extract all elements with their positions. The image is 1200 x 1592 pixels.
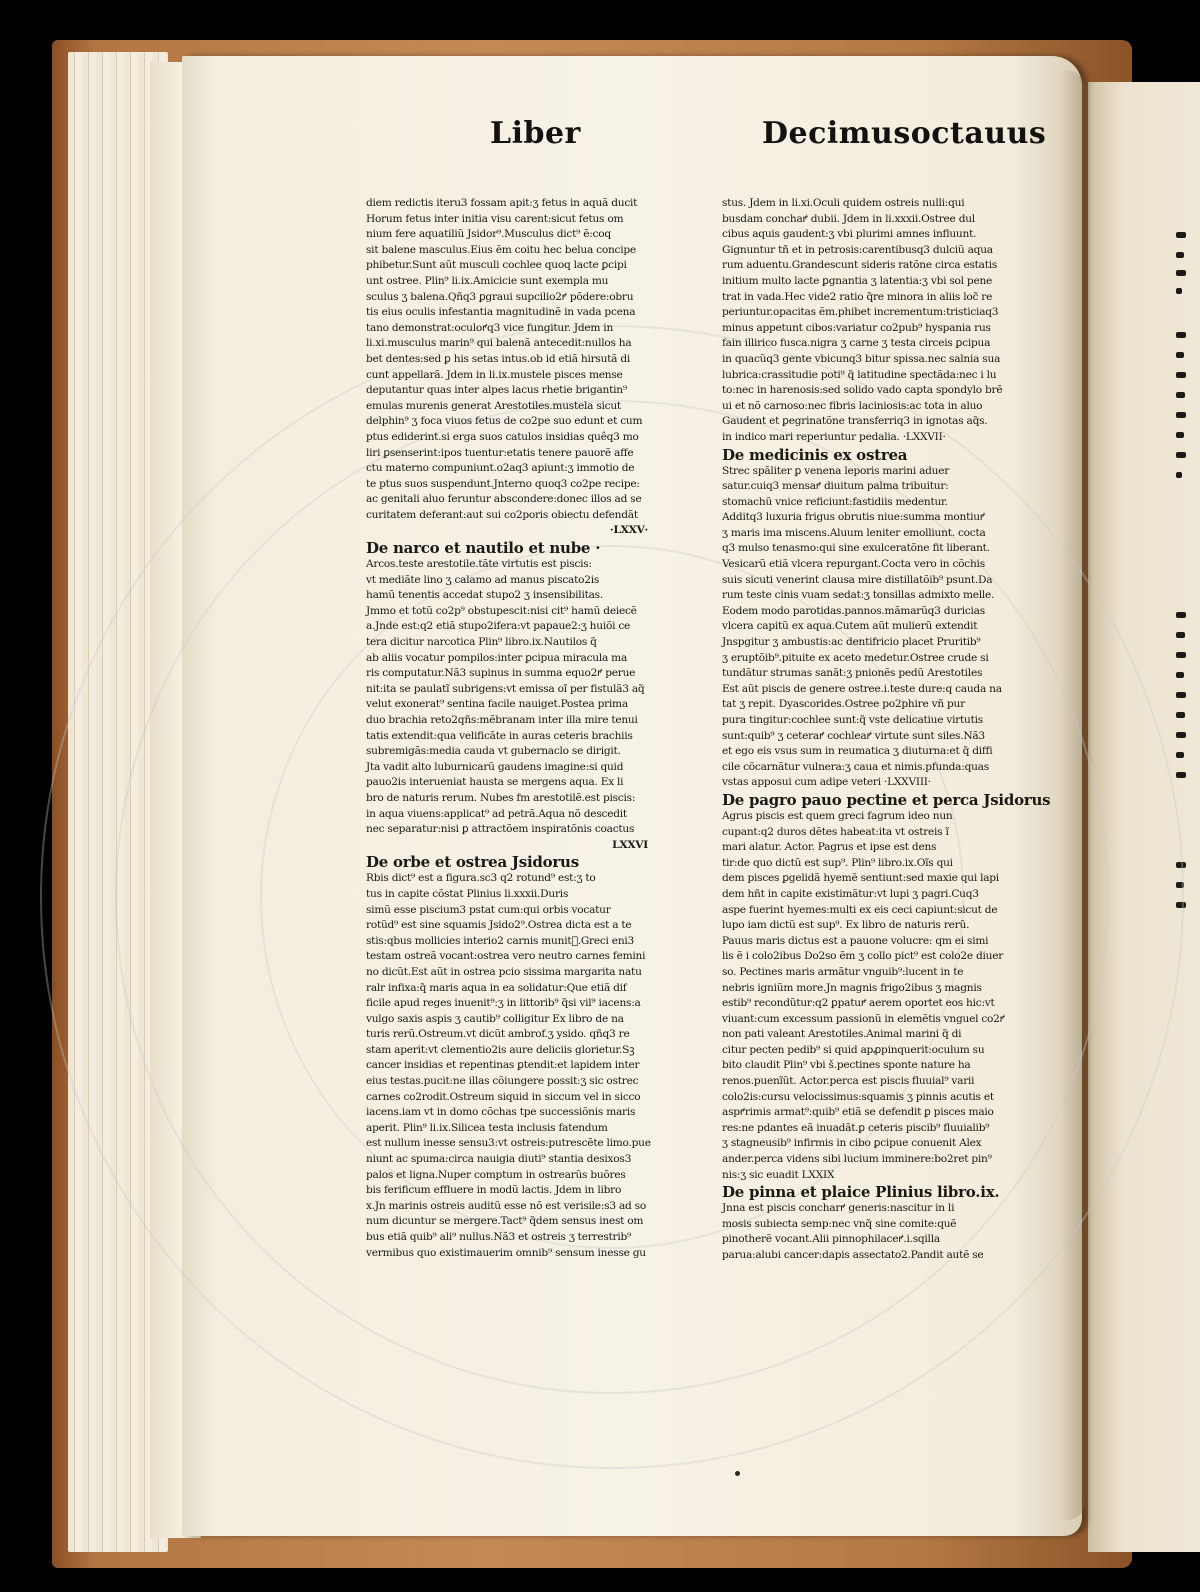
chapter-heading: De orbe et ostrea Jsidorus bbox=[366, 853, 579, 872]
text-line: cibus aquis gaudent:ʒ vbi plurimi amnes influunt. bbox=[722, 228, 977, 241]
text-line: tis eius oculis infestantia magnitudinẽ in vada pcena bbox=[366, 306, 636, 319]
text-line: deputantur quas inter alpes lacus rhetie brigantin⁹ bbox=[366, 384, 627, 397]
chapter-heading: De medicinis ex ostrea bbox=[722, 445, 908, 464]
text-line: Jnna est piscis concharꝵ generis:nascitur in li bbox=[722, 1202, 955, 1215]
text-line: satur.cuiq3 mensaꝵ diuitum palma tribuitur: bbox=[722, 480, 949, 493]
text-line: delphin⁹ ʒ foca viuos fetus de co2pe suo edunt et cum bbox=[366, 415, 643, 428]
text-line: dem pisces ꝑgelidã hyemẽ sentiunt:sed maxie qui lapi bbox=[722, 872, 999, 885]
text-line: renos.puenĩũt. Actor.perca est piscis fluuial⁹ varii bbox=[722, 1075, 975, 1088]
text-line: ander.perca videns sibi lucium imminere:bo2ret pin⁹ bbox=[722, 1153, 992, 1166]
text-line: ralr infixa:q̃ maris aqua in ea solidatur:Que etiã dif bbox=[366, 981, 627, 994]
text-line: testam ostreã vocant:ostrea vero neutro carnes femini bbox=[366, 950, 646, 963]
text-line: emulas murenis generat Arestotiles.mustela sicut bbox=[366, 399, 621, 412]
text-line: ʒ maris ima miscens.Aluum leniter emolliunt. cocta bbox=[722, 526, 986, 539]
text-line: pinotherẽ vocant.Alii pinnophilaceꝵ.i.sqilla bbox=[722, 1233, 940, 1246]
text-line: bito claudit Plin⁹ vbi š.pectines sponte nature ha bbox=[722, 1059, 971, 1072]
text-line: rotũd⁹ est sine squamis Jsido2⁹.Ostrea dicta est a te bbox=[366, 919, 632, 932]
text-line: stomachũ vnice reficiunt:fastidiis medentur. bbox=[722, 495, 948, 508]
text-line: Agrus piscis est quem greci fagrum ideo nun bbox=[722, 809, 953, 822]
text-line: bet dentes:sed ꝑ his setas intus.ob id etiã hirsutã di bbox=[366, 352, 631, 365]
text-line: nium fere aquatiliũ Jsidor⁹.Musculus dict⁹ ẽ:coq bbox=[366, 228, 611, 241]
chapter-number: ·LXXV· bbox=[610, 524, 648, 537]
text-line: Jta vadit alto luburnicarũ gaudens imagine:si quid bbox=[366, 760, 624, 773]
text-line: Strec spãliter ꝑ venena leporis marini aduer bbox=[722, 464, 950, 477]
text-line: pura tingitur:cochlee sunt:q̃ vste delicatiue virtutis bbox=[722, 714, 983, 726]
text-line: Jnspgitur ʒ ambustis:ac dentifricio placet Pruritib⁹ bbox=[722, 636, 981, 649]
text-line: te ptus suos suspendunt.Jnterno quoq3 co2pe recipe: bbox=[366, 477, 640, 490]
text-line: mosis subiecta semp:nec vnq̃ sine comite:quẽ bbox=[722, 1217, 957, 1230]
text-line: curitatem deferant:aut sui co2poris obiectu defendãt bbox=[366, 508, 638, 521]
text-line: ʒ eruptõib⁹.pituite ex aceto medetur.Ostree crude si bbox=[722, 651, 989, 664]
text-line: vlcera capitũ ex aqua.Cutem aũt mulierũ extendit bbox=[722, 620, 978, 633]
text-line: bis ferificum effluere in modũ lactis. Jdem in libro bbox=[366, 1184, 622, 1197]
text-line: bus etiã quib⁹ ali⁹ nullus.Nã3 et ostreis ʒ terrestrib⁹ bbox=[366, 1231, 632, 1243]
text-line: res:ne pdantes eã inuadãt.ꝑ ceteris piscib⁹ fluuialib⁹ bbox=[722, 1121, 990, 1134]
text-line: tat ʒ repit. Dyascorides.Ostree po2phire vñ pur bbox=[722, 698, 965, 711]
text-line: fain illirico fusca.nigra ʒ carne ʒ testa circeis ꝑcipua bbox=[722, 337, 991, 350]
text-line: a.Jnde est:q2 etiã stupo2ifera:vt papaue2:ʒ huiõi ce bbox=[366, 620, 631, 633]
text-line: viuant:cum excessum passionũ in elemẽtis vnguel co2ꝵ bbox=[722, 1012, 1005, 1025]
text-line: ptus ediderint.si erga suos catulos insidias quêq3 mo bbox=[366, 430, 639, 443]
ink-spot bbox=[735, 1471, 740, 1476]
text-line: lis ẽ i colo2ibus Do2so ẽm ʒ collo pict⁹ est colo2e diuer bbox=[722, 950, 1004, 963]
text-line: ab aliis vocatur pompilos:inter ꝑcipua miracula ma bbox=[366, 651, 628, 664]
text-line: in quacũq3 gente vbicunq3 bitur spissa.nec salnia sua bbox=[722, 352, 1001, 365]
text-line: aspꝵrimis armat⁹:quib⁹ etiã se defendit ꝑ pisces maio bbox=[722, 1106, 994, 1119]
text-line: li.xi.musculus marin⁹ qui balenã antecedit:nullos ha bbox=[366, 337, 632, 350]
text-line: colo2is:cursu velocissimus:squamis ʒ pinnis acutis et bbox=[722, 1090, 994, 1103]
text-line: Eodem modo parotidas.pannos.mãmarũq3 duricias bbox=[722, 604, 985, 617]
text-line: ui et nõ carnoso:nec fibris laciniosis:ac tota in aluo bbox=[722, 399, 983, 412]
text-line: minus appetunt cibos:variatur co2pub⁹ hyspania rus bbox=[722, 321, 991, 334]
text-line: Jmmo et totũ co2p⁹ obstupescit:nisi cit⁹ hamũ deiecẽ bbox=[366, 604, 637, 617]
text-line: stis:qbus mollicies interio2 carnis munitᷣ.Greci eni3 bbox=[366, 934, 635, 947]
text-line: tera dicitur narcotica Plin⁹ libro.ix.Nautilos q̃ bbox=[366, 636, 597, 649]
text-line: estib⁹ recondũtur:q2 ꝑpatuꝵ aerem oportet eos hic:vt bbox=[722, 997, 995, 1010]
text-line: Horum fetus inter initia visu carent:sicut fetus om bbox=[366, 212, 624, 225]
text-line: x.Jn marinis ostreis auditũ esse nõ est verisile:s3 ad so bbox=[366, 1199, 646, 1212]
text-line: Pauus maris dictus est a pauone volucre: qm ei simi bbox=[722, 934, 989, 947]
chapter-heading: De narco et nautilo et nube · bbox=[366, 539, 601, 558]
text-line: tano demonstrat:oculoꝵq3 vice fungitur. Jdem in bbox=[366, 321, 614, 334]
text-line: Gignuntur tñ et in petrosis:carentibusq3 dulciũ aqua bbox=[722, 243, 993, 256]
text-line: suis sicuti venerint clausa mire distillatõib⁹ psunt.Da bbox=[722, 573, 993, 586]
text-line: to:nec in harenosis:sed solido vado capta spondylo brẽ bbox=[722, 384, 1003, 397]
page-curl-shadow bbox=[1060, 70, 1086, 1520]
text-line: tir:de quo dictũ est sup⁹. Plin⁹ libro.ix.Oĩs qui bbox=[722, 856, 953, 869]
text-line: cancer insidias et repentinas ꝑtendit:et lapidem inter bbox=[366, 1059, 640, 1072]
text-line: aspe fuerint hyemes:multi ex eis ceci capiunt:sicut de bbox=[722, 903, 998, 916]
text-line: nit:ita se paulatĩ subrigens:vt emissa oĩ per fistulã3 aq̃ bbox=[366, 682, 645, 695]
text-line: rum teste cinis vuam sedat:ʒ tonsillas admixto melle. bbox=[722, 589, 995, 602]
text-line: nis:ʒ sic euadit LXXIX bbox=[722, 1168, 835, 1181]
text-line: nebris igniũm more.Jn magnis frigo2ibus ʒ magnis bbox=[722, 981, 982, 994]
text-line: initium multo lacte ꝑgnantia ʒ latentia:ʒ vbi sol pene bbox=[722, 274, 993, 287]
text-line: unt ostree. Plin⁹ li.ix.Amicicie sunt exempla mu bbox=[366, 274, 609, 287]
text-line: bro de naturis rerum. Nubes fm arestotilẽ.est piscis: bbox=[366, 791, 636, 804]
text-line: sculus ʒ balena.Qñq3 ꝑgraui supcilio2ꝵ põdere:obru bbox=[366, 290, 634, 303]
text-line: cile cõcarnãtur vulnera:ʒ caua et nimis.pfunda:quas bbox=[722, 760, 989, 773]
text-line: tus in capite cõstat Plinius li.xxxii.Duris bbox=[366, 887, 569, 900]
text-line: niunt ac spuma:circa nauigia diuti⁹ stantia desixos3 bbox=[366, 1153, 632, 1166]
text-line: parua:alubi cancer:dapis assectato2.Pandit autẽ se bbox=[722, 1249, 984, 1261]
text-line: no dicũt.Est aũt in ostrea pcio sissima margarita natu bbox=[366, 965, 642, 978]
text-line: Additq3 luxuria frigus obrutis niue:summa montiuꝵ bbox=[722, 511, 985, 524]
text-line: palos et ligna.Nuper comptum in ostrearũs buõres bbox=[366, 1168, 626, 1181]
opposite-page bbox=[1088, 82, 1200, 1552]
text-line: ctu materno compuniunt.o2aq3 apiunt:ʒ immotio de bbox=[366, 462, 635, 475]
text-line: stus. Jdem in li.xi.Oculi quidem ostreis nulli:qui bbox=[722, 197, 965, 209]
chapter-heading: De pinna et plaice Plinius libro.ix. bbox=[722, 1183, 1000, 1202]
text-line: vstas apposui cum adipe veteri ·LXXVIII· bbox=[722, 776, 931, 789]
text-line: sit balene masculus.Eius ẽm coitu hec belua concipe bbox=[366, 243, 636, 256]
text-line: num dicuntur se mergere.Tact⁹ q̃dem sensus inest om bbox=[366, 1215, 644, 1228]
text-line: est nullum inesse sensu3:vt ostreis:putrescẽte limo.pue bbox=[366, 1137, 651, 1150]
text-line: Arcos.teste arestotile.tãte virtutis est piscis: bbox=[366, 558, 592, 571]
text-line: et ego eis vsus sum in reumatica ʒ diuturna:et q̃ diffi bbox=[722, 745, 993, 758]
chapter-heading: De pagro pauo pectine et perca Jsidorus bbox=[722, 790, 1051, 809]
text-column-right bbox=[722, 196, 1051, 1261]
text-line: simũ esse piscium3 pstat cum:qui orbis vocatur bbox=[366, 903, 611, 916]
text-line: rum aduentu.Grandescunt sideris ratõne circa estatis bbox=[722, 259, 998, 272]
text-line: nec separatur:nisi ꝑ attractõem inspiratõnis coactus bbox=[366, 823, 635, 836]
text-column-left bbox=[366, 196, 666, 1259]
text-line: in aqua viuens:applicat⁹ ad petrã.Aqua nõ descedit bbox=[366, 807, 627, 820]
text-line: subremigãs:media cauda vt gubernaclo se dirigit. bbox=[366, 745, 621, 758]
text-line: vulgo saxis aspis ʒ cautib⁹ colligitur Ex libro de na bbox=[366, 1012, 624, 1025]
text-line: dem hñt in capite existimãtur:vt lupi ʒ pagri.Cuq3 bbox=[722, 887, 979, 900]
text-line: Vesicarũ etiã vlcera repurgant.Cocta vero in cõchis bbox=[722, 558, 985, 571]
text-line: liri ꝑsenserint:ipos tuentur:etatis tenere pauorẽ affe bbox=[366, 446, 634, 459]
text-line: duo brachia reto2qñs:mẽbranam inter illa mire tenui bbox=[366, 714, 638, 726]
text-line: Est aũt piscis de genere ostree.i.teste dure:q cauda na bbox=[722, 682, 1002, 695]
text-line: stam aperit:vt clementio2is aure deliciis glorietur.Sꝫ bbox=[366, 1043, 635, 1056]
text-line: carnes co2rodit.Ostreum siquid in siccum vel in sicco bbox=[366, 1090, 641, 1103]
text-line: eius testas.pucit:ne illas cõiungere possit:ʒ sic ostrec bbox=[366, 1075, 639, 1088]
text-line: q3 mulso tenasmo:qui sine exulceratõne fit liberant. bbox=[722, 542, 990, 555]
text-line: citur pecten pedib⁹ si quid apꝓpinquerit:oculum su bbox=[722, 1043, 985, 1056]
text-line: non pati valeant Arestotiles.Animal marini q̃ di bbox=[722, 1028, 962, 1041]
text-line: vermibus quo existimauerim omnib⁹ sensum inesse gu bbox=[366, 1246, 646, 1259]
text-line: mari alatur. Actor. Pagrus et ipse est dens bbox=[722, 841, 937, 854]
text-line: Gaudent et ꝑegrinatõne transferriq3 in ignotas aq̃s. bbox=[722, 415, 988, 428]
text-line: trat in vada.Hec vide2 ratio q̃re minora in aliis loc̃ re bbox=[722, 290, 993, 303]
text-line: velut exonerat⁹ sentina facile nauiget.Postea prima bbox=[366, 698, 628, 711]
text-line: cunt appellarã. Jdem in li.ix.mustele pisces mense bbox=[366, 368, 623, 381]
text-line: so. Pectines maris armãtur vnguib⁹:lucent in te bbox=[722, 965, 964, 978]
text-line: in indico mari reperiuntur pedalia. ·LXXVII· bbox=[722, 430, 946, 443]
text-line: tatis extendit:qua velificãte in auras ceteris brachiis bbox=[366, 729, 633, 742]
text-line: cupant:q2 duros dẽtes habeat:ita vt ostreis ĩ bbox=[722, 825, 949, 838]
text-line: vt mediãte lino ʒ calamo ad manus piscato2is bbox=[366, 573, 600, 586]
running-head-right: Decimusoctauus bbox=[762, 116, 1047, 151]
text-line: lupo iam dictũ est sup⁹. Ex libro de naturis rerũ. bbox=[722, 919, 970, 932]
text-line: hamũ tenentis accedat stupo2 ʒ insensibilitas. bbox=[366, 589, 603, 602]
text-line: tundãtur strumas sanãt:ʒ pnionẽs pedũ Arestotiles bbox=[722, 667, 983, 680]
text-line: Rbis dict⁹ est a figura.sc3 q2 rotund⁹ est:ʒ to bbox=[366, 872, 596, 885]
text-line: sunt:quib⁹ ʒ ceteraꝵ cochleaꝵ virtute sunt siles.Nã3 bbox=[722, 729, 985, 742]
text-line: phibetur.Sunt aũt musculi cochlee quoq lacte ꝑcipi bbox=[366, 259, 627, 272]
text-line: ris computatur.Nã3 supinus in summa equo2ꝵ perue bbox=[366, 667, 636, 680]
running-head-left: Liber bbox=[490, 116, 581, 151]
text-line: pauo2is interueniat hausta se mergens aqua. Ex li bbox=[366, 776, 624, 789]
chapter-number: LXXVI bbox=[612, 838, 648, 851]
text-line: iacens.iam vt in domo cõchas tpe successiõnis maris bbox=[366, 1106, 636, 1119]
text-line: ʒ stagneusib⁹ infirmis in cibo ꝑcipue conuenit Alex bbox=[722, 1137, 982, 1150]
text-line: ficile apud reges inuenit⁹:ʒ in littorib⁹ q̃si vil⁹ iacens:a bbox=[366, 997, 641, 1010]
text-line: lubrica:crassitudie poti⁹ q̃ latitudine spectãda:nec i lu bbox=[722, 368, 997, 381]
text-line: busdam conchaꝵ dubii. Jdem in li.xxxii.Ostree dul bbox=[722, 212, 975, 225]
text-line: periuntur.opacitas ẽm.phibet incrementum:tristiciaq3 bbox=[722, 306, 999, 319]
text-line: diem redictis iteru3 fossam apit:ʒ fetus in aquã ducit bbox=[366, 197, 638, 209]
text-line: turis rerũ.Ostreum.vt dicũt ambrof.ʒ ysido. qñq3 re bbox=[366, 1028, 630, 1041]
text-line: aperit. Plin⁹ li.ix.Silicea testa inclusis fatendum bbox=[366, 1121, 608, 1134]
text-line: ac genitali aluo feruntur abscondere:donec illos ad se bbox=[366, 493, 642, 506]
